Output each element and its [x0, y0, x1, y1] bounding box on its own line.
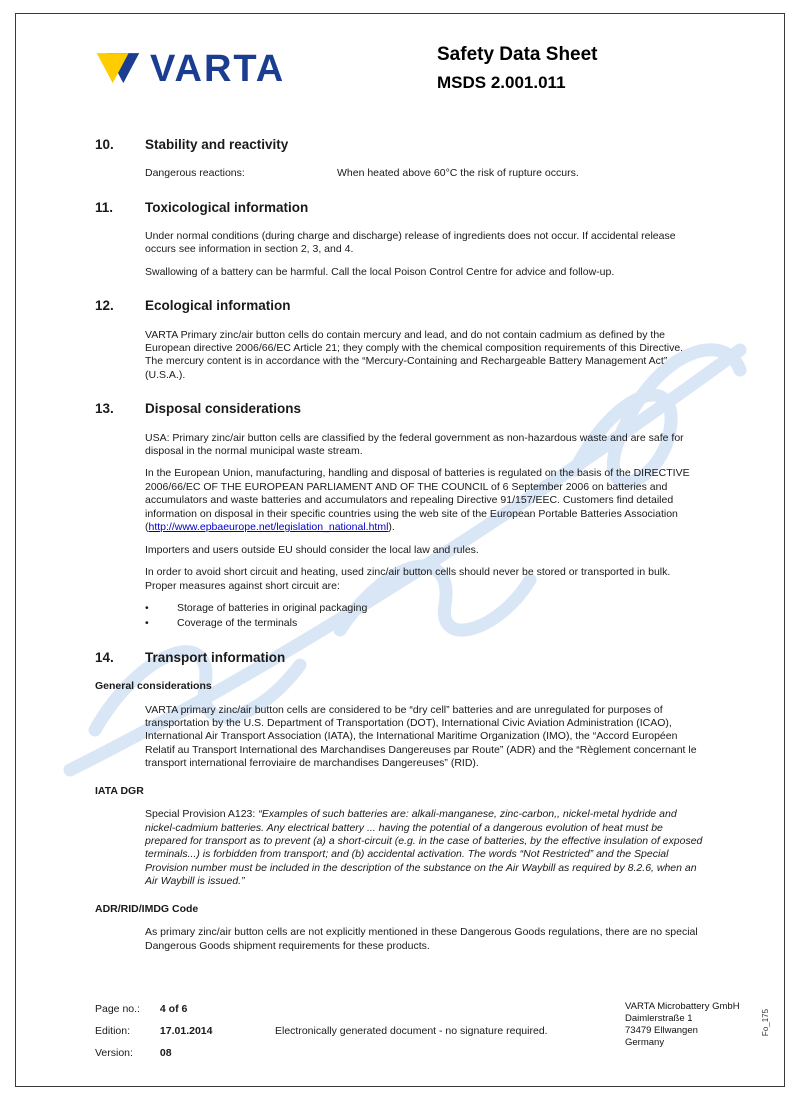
section-10-title: Stability and reactivity — [145, 137, 289, 152]
iata-quoted-text: “Examples of such batteries are: alkali-manganese, zinc-carbon,, nickel-metal hydride and nickel-cadmium batteries. Any electrical battery ... having the potential of a dangerous evolution of heat must be prepared for transport as to prevent (a) a short-circuit (e.g. in the case of batteries, by the effective insulation of exposed terminals...) is forbidden from transport; and (b) accidental activation. The words “Not Restricted” and the Special Provision number must be included in the description of the substance on the Air Waybill as required by 8.2.6, when an Air Waybill is issued.” — [145, 808, 703, 888]
section-14-title: Transport information — [145, 649, 286, 665]
section-13-number: 13. — [95, 401, 114, 417]
page-no-label: Page no.: — [95, 1003, 140, 1015]
section-10-heading — [95, 136, 709, 153]
footer-version-row — [95, 1047, 172, 1059]
subheading-iata-dgr: IATA DGR — [95, 784, 144, 797]
form-reference: Fo_175 — [761, 1008, 771, 1037]
varta-logo-icon — [95, 50, 141, 88]
subheading-general-considerations: General considerations — [95, 680, 212, 693]
section-13-heading — [95, 400, 709, 417]
list-item: • Coverage of the terminals — [177, 617, 677, 630]
document-number: MSDS 2.001.011 — [437, 73, 566, 92]
footer-page-row — [95, 1003, 187, 1015]
page-no-value: 4 of 6 — [159, 1003, 188, 1015]
disposal-paragraph-usa: USA: Primary zinc/air button cells are classified by the federal government as non-hazardous waste and are safe for disposal in the normal municipal waste stream. — [145, 431, 684, 457]
version-value: 08 — [159, 1047, 172, 1059]
company-address-block — [625, 1001, 740, 1049]
section-13-title: Disposal considerations — [145, 401, 302, 417]
disposal-paragraph-shortcircuit: In order to avoid short circuit and heating, used zinc/air button cells should never be stored or transported in bulk. Proper measures against short circuit are: — [145, 566, 671, 592]
iata-dgr-paragraph — [145, 808, 703, 889]
toxicological-paragraph-1: Under normal conditions (during charge and discharge) release of ingredients does not occur. If accidental release occurs see information in section 2, 3, and 4. — [145, 229, 676, 256]
document-body — [95, 136, 709, 962]
section-11-heading — [95, 199, 709, 216]
ecological-paragraph: VARTA Primary zinc/air button cells do contain mercury and lead, and do not contain cadmium as defined by the European directive 2006/66/EC Article 21; they comply with the chemical composition requirements of this Directive. The mercury content is in accordance with the “Mercury-Containing and Rechargeable Battery Management Act” (U.S.A.). — [145, 328, 684, 381]
epba-link[interactable]: http://www.epbaeurope.net/legislation_national.html — [148, 521, 389, 534]
subheading-adr-rid-imdg: ADR/RID/IMDG Code — [95, 902, 199, 915]
footer-edition-row — [95, 1025, 212, 1037]
section-14-number: 14. — [95, 649, 114, 665]
adr-rid-imdg-paragraph: As primary zinc/air button cells are not explicitly mentioned in these Dangerous Goods regulations, there are no special Dangerous Goods shipment requirements for these products. — [145, 926, 698, 952]
dangerous-reactions-label: Dangerous reactions: — [145, 167, 245, 180]
disposal-paragraph-eu — [145, 467, 703, 534]
transport-general-paragraph: VARTA primary zinc/air button cells are considered to be “dry cell” batteries and are unregulated for purposes of transportation by the U.S. Department of Transportation (DOT), International Civic Aviation Administration (ICAO), International Air Transport Association (IATA), the International Maritime Organization (IMO), the “Accord Européen Relatif au Transport International des Marchandises Dangereuses par Route” (ADR) and the “Règlement concernant le transport international ferroviaire de marchandises Dangereuses” (RID). — [145, 703, 697, 770]
section-14-heading — [95, 649, 709, 666]
disposal-paragraph-importers: Importers and users outside EU should consider the local law and rules. — [145, 543, 479, 556]
version-label: Version: — [95, 1047, 133, 1059]
document-title-block — [437, 44, 598, 93]
list-item: • Storage of batteries in original packaging — [177, 602, 677, 615]
toxicological-paragraph-2: Swallowing of a battery can be harmful. Call the local Poison Control Centre for advice and follow-up. — [145, 265, 615, 278]
iata-special-provision-lead: Special Provision A123: — [145, 808, 259, 821]
varta-logo-text: VARTA — [150, 48, 286, 90]
short-circuit-measures-list — [145, 602, 709, 631]
company-city: 73479 Ellwangen — [625, 1024, 698, 1036]
section-12-heading — [95, 297, 709, 314]
section-12-title: Ecological information — [145, 298, 291, 314]
disposal-eu-text-end: ). — [388, 521, 395, 534]
document-title: Safety Data Sheet — [437, 44, 598, 65]
edition-label: Edition: — [95, 1025, 131, 1037]
dangerous-reactions-row — [145, 167, 709, 180]
company-name: VARTA Microbattery GmbH — [625, 1001, 740, 1012]
edition-value: 17.01.2014 — [159, 1025, 213, 1037]
disposal-eu-text: In the European Union, manufacturing, handling and disposal of batteries is regulated on the basis of the DIRECTIVE 2006/66/EC OF THE EUROPEAN PARLIAMENT AND OF THE COUNCIL of 6 September 2006 on batteries and accumulators and waste batteries and accumulators and repealing Directive 91/157/EEC. Customers find detailed information on disposal in their specific countries using the web site of the European Portable Batteries Association ( — [145, 467, 690, 534]
varta-logo — [95, 50, 285, 88]
section-12-number: 12. — [95, 298, 114, 314]
section-11-number: 11. — [95, 199, 114, 215]
dangerous-reactions-value: When heated above 60°C the risk of rupture occurs. — [337, 167, 579, 180]
electronic-document-note: Electronically generated document - no signature required. — [275, 1025, 548, 1037]
company-street: Daimlerstraße 1 — [625, 1012, 693, 1024]
section-10-number: 10. — [95, 137, 114, 152]
company-country: Germany — [625, 1036, 665, 1048]
section-11-title: Toxicological information — [145, 199, 309, 215]
